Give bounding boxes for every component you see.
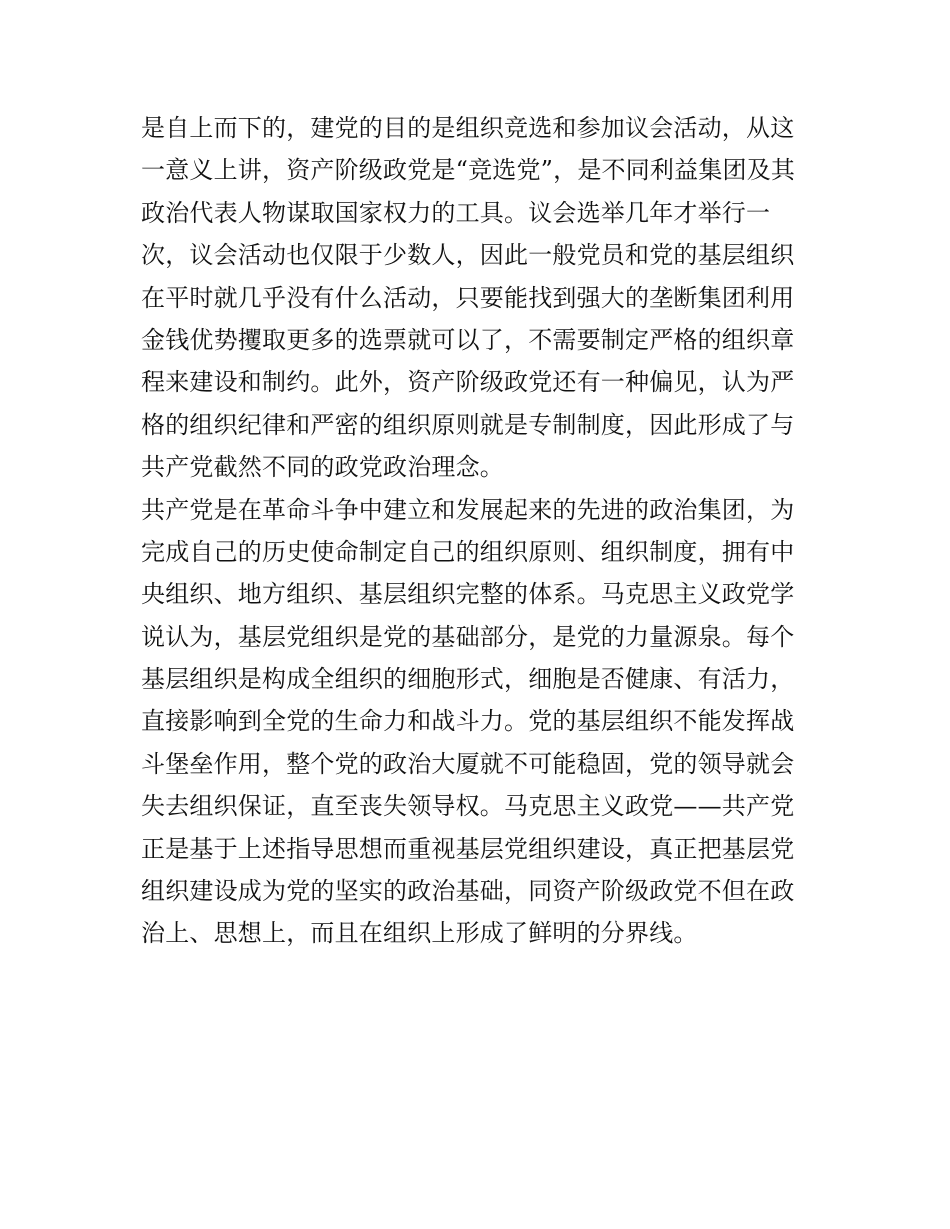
text-line: 基层组织是构成全组织的细胞形式，细胞是否健康、有活力， (141, 665, 795, 694)
text-line: 程来建设和制约。此外，资产阶级政党还有一种偏见，认为严 (141, 368, 795, 397)
text-line: 直接影响到全党的生命力和战斗力。党的基层组织不能发挥战 (141, 707, 795, 736)
text-line: 失去组织保证，直至丧失领导权。马克思主义政党——共产党 (141, 792, 795, 821)
text-line: 斗堡垒作用，整个党的政治大厦就不可能稳固，党的领导就会 (141, 749, 795, 778)
text-line: 格的组织纪律和严密的组织原则就是专制制度，因此形成了与 (141, 410, 795, 439)
text-line: 共产党截然不同的政党政治理念。 (141, 453, 504, 482)
text-line: 金钱优势攫取更多的选票就可以了，不需要制定严格的组织章 (141, 325, 795, 354)
text-line: 正是基于上述指导思想而重视基层党组织建设，真正把基层党 (141, 834, 795, 863)
text-line: 共产党是在革命斗争中建立和发展起来的先进的政治集团，为 (141, 495, 795, 524)
text-line: 说认为，基层党组织是党的基础部分，是党的力量源泉。每个 (141, 622, 795, 651)
text-line: 一意义上讲，资产阶级政党是“竞选党”，是不同利益集团及其 (141, 156, 796, 185)
text-line: 央组织、地方组织、基层组织完整的体系。马克思主义政党学 (141, 580, 795, 609)
text-line: 是自上而下的，建党的目的是组织竞选和参加议会活动，从这 (141, 114, 795, 142)
text-line: 治上、思想上，而且在组织上形成了鲜明的分界线。 (141, 919, 698, 948)
text-line: 次，议会活动也仅限于少数人，因此一般党员和党的基层组织 (141, 241, 795, 270)
text-line: 在平时就几乎没有什么活动，只要能找到强大的垄断集团利用 (141, 283, 795, 312)
body-text (141, 107, 821, 955)
text-line: 组织建设成为党的坚实的政治基础，同资产阶级政党不但在政 (141, 877, 795, 906)
text-line: 政治代表人物谋取国家权力的工具。议会选举几年才举行一 (141, 198, 771, 227)
text-line: 完成自己的历史使命制定自己的组织原则、组织制度，拥有中 (141, 537, 795, 566)
